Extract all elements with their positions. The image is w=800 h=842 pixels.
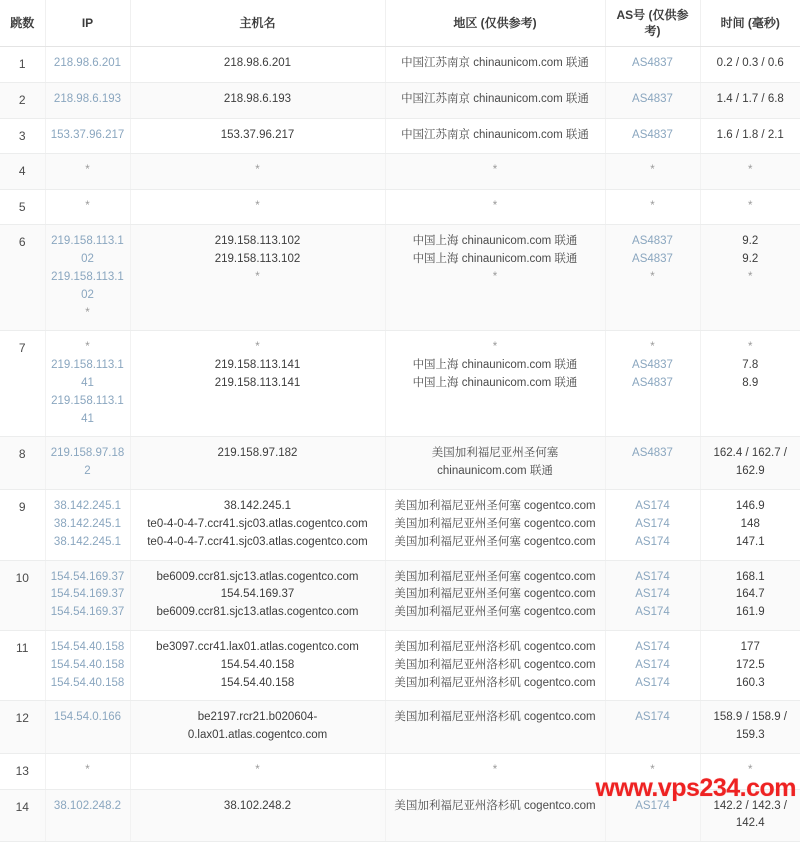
cell-as-line: *: [650, 199, 655, 212]
cell-time-line: 177: [740, 640, 760, 653]
cell-geo-line: 美国加利福尼亚州圣何塞 cogentco.com: [394, 500, 596, 513]
cell-time-line: 164.7: [735, 588, 765, 601]
cell-hop: [0, 789, 45, 842]
cell-time-line: 161.9: [735, 606, 765, 619]
table-row: [0, 701, 800, 754]
cell-time-line: 172.5: [735, 658, 765, 671]
cell-hostname: [130, 225, 385, 331]
cell-ip[interactable]: [45, 225, 130, 331]
cell-ip[interactable]: [45, 437, 130, 490]
cell-time-line: 158.9 / 158.9 / 159.3: [713, 711, 788, 742]
cell-hostname-line: 219.158.97.182: [217, 447, 298, 460]
cell-hop-line: 4: [18, 164, 26, 179]
cell-as-line: *: [650, 764, 655, 777]
cell-as[interactable]: [605, 82, 700, 118]
cell-time-line: 148: [740, 517, 760, 530]
cell-hop: [0, 225, 45, 331]
cell-time: [700, 630, 800, 700]
cell-hop: [0, 437, 45, 490]
cell-hop-line: 6: [18, 235, 26, 250]
cell-ip-line: 218.98.6.201: [53, 57, 122, 70]
cell-geo-line: 美国加利福尼亚州洛杉矶 cogentco.com: [394, 711, 596, 724]
cell-as[interactable]: [605, 490, 700, 560]
cell-hop: [0, 490, 45, 560]
cell-geo: [385, 437, 605, 490]
cell-hop: [0, 754, 45, 790]
table-row: [0, 560, 800, 630]
cell-time: [700, 225, 800, 331]
cell-as-line: AS174: [635, 588, 670, 601]
cell-as-line: AS4837: [632, 92, 673, 105]
cell-hostname-line: *: [255, 270, 260, 283]
cell-time-line: *: [748, 341, 753, 354]
cell-hostname-line: be6009.ccr81.sjc13.atlas.cogentco.com: [156, 606, 359, 619]
cell-hostname: [130, 490, 385, 560]
cell-ip-line: 154.54.169.37: [50, 588, 125, 601]
cell-time-line: 9.2: [742, 235, 759, 248]
cell-geo-line: 中国上海 chinaunicom.com 联通: [412, 377, 578, 390]
cell-hostname: [130, 630, 385, 700]
cell-ip-line: 154.54.40.158: [50, 658, 125, 671]
cell-as[interactable]: [605, 754, 700, 790]
cell-as-line: AS4837: [632, 447, 673, 460]
cell-time-line: 162.4 / 162.7 / 162.9: [713, 447, 788, 478]
cell-hop: [0, 560, 45, 630]
table-row: [0, 47, 800, 83]
cell-geo: [385, 490, 605, 560]
cell-as-line: AS4837: [632, 359, 673, 372]
cell-hostname-line: 219.158.113.141: [214, 359, 301, 372]
cell-hop-line: 3: [18, 128, 26, 143]
column-header-host: 主机名: [130, 0, 385, 47]
cell-geo-line: 中国江苏南京 chinaunicom.com 联通: [401, 57, 589, 70]
cell-ip-line: 219.158.113.141: [51, 394, 124, 425]
cell-geo-line: 美国加利福尼亚州洛杉矶 cogentco.com: [394, 658, 596, 671]
cell-hostname: [130, 789, 385, 842]
cell-ip-line: 154.54.40.158: [50, 640, 125, 653]
table-header: [0, 0, 800, 47]
cell-ip-line: 218.98.6.193: [53, 92, 122, 105]
cell-time-line: *: [748, 764, 753, 777]
cell-ip-line: 38.142.245.1: [53, 517, 122, 530]
cell-hostname-line: 38.142.245.1: [223, 500, 292, 513]
cell-ip-line: 219.158.113.141: [51, 359, 124, 390]
cell-geo: [385, 82, 605, 118]
cell-hostname: [130, 560, 385, 630]
cell-hostname-line: *: [255, 341, 260, 354]
cell-as-line: *: [650, 164, 655, 177]
cell-hop: [0, 331, 45, 437]
cell-time: [700, 701, 800, 754]
cell-time: [700, 47, 800, 83]
cell-as-line: AS174: [635, 517, 670, 530]
cell-ip[interactable]: [45, 701, 130, 754]
cell-ip-line: 153.37.96.217: [50, 128, 125, 141]
table-row: [0, 82, 800, 118]
cell-ip-line: 154.54.169.37: [50, 606, 125, 619]
cell-hostname-line: 219.158.113.102: [214, 235, 301, 248]
cell-ip-line: *: [85, 764, 90, 777]
cell-geo-line: 中国江苏南京 chinaunicom.com 联通: [401, 92, 589, 105]
cell-time: [700, 118, 800, 154]
cell-ip[interactable]: [45, 630, 130, 700]
cell-ip-line: 154.54.0.166: [53, 711, 122, 724]
cell-as[interactable]: [605, 47, 700, 83]
column-header-ip: IP: [45, 0, 130, 47]
cell-hop: [0, 118, 45, 154]
cell-as-line: AS174: [635, 640, 670, 653]
cell-hop-line: 8: [18, 447, 26, 462]
cell-hostname: [130, 331, 385, 437]
cell-time-line: 142.2 / 142.3 / 142.4: [713, 799, 788, 830]
cell-as[interactable]: [605, 437, 700, 490]
cell-geo-line: *: [492, 199, 498, 212]
cell-hop: [0, 47, 45, 83]
cell-hostname-line: 153.37.96.217: [220, 128, 295, 141]
cell-time: [700, 560, 800, 630]
cell-geo-line: 美国加利福尼亚州圣何塞 chinaunicom.com 联通: [431, 447, 559, 478]
cell-hop-line: 12: [15, 711, 29, 726]
cell-time-line: *: [748, 270, 753, 283]
cell-hostname-line: be6009.ccr81.sjc13.atlas.cogentco.com: [156, 570, 359, 583]
cell-hostname-line: be2197.rcr21.b020604-0.lax01.atlas.cogentco.com: [187, 711, 328, 742]
cell-geo-line: 中国上海 chinaunicom.com 联通: [412, 359, 578, 372]
table-row: [0, 331, 800, 437]
table-row: [0, 189, 800, 225]
cell-time: [700, 437, 800, 490]
cell-ip[interactable]: [45, 789, 130, 842]
cell-geo: [385, 118, 605, 154]
cell-as-line: *: [650, 341, 655, 354]
cell-ip[interactable]: [45, 82, 130, 118]
cell-geo: [385, 154, 605, 190]
column-header-time: 时间 (毫秒): [700, 0, 800, 47]
cell-ip-line: 154.54.169.37: [50, 570, 125, 583]
cell-as-line: AS174: [635, 500, 670, 513]
table-row: [0, 225, 800, 331]
column-header-as: AS号 (仅供参考): [605, 0, 700, 47]
cell-hostname-line: *: [255, 199, 260, 212]
cell-hop-line: 9: [18, 500, 26, 515]
cell-geo-line: *: [492, 270, 498, 283]
cell-hostname-line: be3097.ccr41.lax01.atlas.cogentco.com: [156, 640, 359, 653]
cell-ip[interactable]: [45, 490, 130, 560]
cell-ip[interactable]: [45, 189, 130, 225]
table-row: [0, 789, 800, 842]
table-row: [0, 118, 800, 154]
cell-ip[interactable]: [45, 154, 130, 190]
cell-as-line: AS4837: [632, 235, 673, 248]
cell-ip[interactable]: [45, 331, 130, 437]
cell-time-line: *: [748, 164, 753, 177]
cell-as[interactable]: [605, 331, 700, 437]
cell-hostname: [130, 189, 385, 225]
cell-ip-line: 38.102.248.2: [53, 799, 122, 812]
cell-hostname-line: 154.54.40.158: [220, 658, 295, 671]
cell-geo: [385, 789, 605, 842]
cell-hostname-line: 38.102.248.2: [223, 799, 292, 812]
cell-hostname-line: 218.98.6.201: [223, 57, 292, 70]
cell-geo: [385, 630, 605, 700]
table-row: [0, 754, 800, 790]
cell-as[interactable]: [605, 189, 700, 225]
cell-ip-line: 38.142.245.1: [53, 500, 122, 513]
cell-geo: [385, 47, 605, 83]
cell-hostname: [130, 437, 385, 490]
cell-hop-line: 14: [15, 799, 29, 814]
cell-ip-line: *: [85, 164, 90, 177]
cell-time: [700, 789, 800, 842]
cell-ip[interactable]: [45, 754, 130, 790]
cell-as-line: AS4837: [632, 377, 673, 390]
cell-ip-line: *: [85, 199, 90, 212]
cell-as[interactable]: [605, 225, 700, 331]
cell-geo-line: 美国加利福尼亚州圣何塞 cogentco.com: [394, 606, 596, 619]
cell-time-line: 0.2 / 0.3 / 0.6: [716, 57, 784, 70]
cell-ip-line: 219.158.113.102: [51, 270, 124, 301]
cell-hop: [0, 82, 45, 118]
cell-hostname-line: te0-4-0-4-7.ccr41.sjc03.atlas.cogentco.com: [147, 517, 368, 530]
cell-geo-line: *: [492, 764, 498, 777]
table-row: [0, 154, 800, 190]
cell-time: [700, 490, 800, 560]
cell-geo: [385, 189, 605, 225]
cell-hop-line: 2: [18, 92, 26, 107]
cell-hop-line: 5: [18, 199, 26, 214]
cell-hop: [0, 154, 45, 190]
column-header-geo: 地区 (仅供参考): [385, 0, 605, 47]
cell-as[interactable]: [605, 118, 700, 154]
table-body: [0, 47, 800, 842]
cell-geo: [385, 225, 605, 331]
cell-as[interactable]: [605, 560, 700, 630]
cell-as-line: AS174: [635, 658, 670, 671]
table-row: [0, 490, 800, 560]
cell-time: [700, 331, 800, 437]
cell-hostname: [130, 47, 385, 83]
cell-as-line: AS4837: [632, 128, 673, 141]
cell-hostname-line: *: [255, 764, 260, 777]
cell-geo: [385, 560, 605, 630]
cell-geo-line: 美国加利福尼亚州圣何塞 cogentco.com: [394, 535, 596, 548]
cell-hop-line: 13: [15, 764, 29, 779]
cell-hostname-line: *: [255, 164, 260, 177]
cell-ip[interactable]: [45, 560, 130, 630]
cell-time: [700, 154, 800, 190]
cell-geo-line: 美国加利福尼亚州圣何塞 cogentco.com: [394, 588, 596, 601]
cell-as-line: AS174: [635, 799, 670, 812]
cell-time: [700, 189, 800, 225]
cell-ip-line: 219.158.113.102: [51, 235, 124, 266]
cell-hostname-line: te0-4-0-4-7.ccr41.sjc03.atlas.cogentco.com: [147, 535, 368, 548]
cell-geo-line: 中国江苏南京 chinaunicom.com 联通: [401, 128, 589, 141]
cell-time-line: *: [748, 199, 753, 212]
cell-geo-line: 美国加利福尼亚州洛杉矶 cogentco.com: [394, 640, 596, 653]
cell-hostname-line: 218.98.6.193: [223, 92, 292, 105]
cell-time-line: 147.1: [735, 535, 765, 548]
cell-hop-line: 10: [15, 570, 29, 585]
cell-as-line: AS174: [635, 570, 670, 583]
cell-geo: [385, 701, 605, 754]
cell-hostname: [130, 118, 385, 154]
cell-time-line: 168.1: [735, 570, 765, 583]
cell-ip-line: 219.158.97.182: [50, 447, 125, 478]
cell-as[interactable]: [605, 701, 700, 754]
cell-hostname-line: 154.54.169.37: [220, 588, 295, 601]
cell-as-line: AS4837: [632, 253, 673, 266]
cell-geo-line: 中国上海 chinaunicom.com 联通: [412, 235, 578, 248]
site-watermark: www.vps234.com: [595, 774, 796, 802]
cell-time-line: 9.2: [742, 253, 759, 266]
cell-as-line: AS4837: [632, 57, 673, 70]
cell-as[interactable]: [605, 154, 700, 190]
cell-hop: [0, 701, 45, 754]
cell-geo-line: 美国加利福尼亚州圣何塞 cogentco.com: [394, 570, 596, 583]
cell-hop-line: 11: [16, 640, 29, 655]
cell-hostname: [130, 754, 385, 790]
cell-geo-line: 美国加利福尼亚州圣何塞 cogentco.com: [394, 517, 596, 530]
cell-ip[interactable]: [45, 47, 130, 83]
cell-hop-line: 7: [18, 341, 26, 356]
cell-as-line: AS174: [635, 535, 670, 548]
cell-time-line: 146.9: [735, 500, 765, 513]
cell-hostname-line: 219.158.113.141: [214, 377, 301, 390]
cell-time: [700, 82, 800, 118]
cell-geo: [385, 331, 605, 437]
cell-hostname: [130, 701, 385, 754]
cell-geo-line: *: [492, 341, 498, 354]
cell-ip-line: *: [85, 306, 90, 319]
cell-as[interactable]: [605, 630, 700, 700]
cell-time-line: 8.9: [742, 377, 759, 390]
cell-ip-line: 38.142.245.1: [53, 535, 122, 548]
table-row: [0, 630, 800, 700]
cell-hostname-line: 154.54.40.158: [220, 676, 295, 689]
cell-as-line: *: [650, 270, 655, 283]
cell-ip[interactable]: [45, 118, 130, 154]
cell-as-line: AS174: [635, 676, 670, 689]
cell-as[interactable]: [605, 789, 700, 842]
cell-time-line: 7.8: [742, 359, 759, 372]
cell-hop: [0, 630, 45, 700]
cell-time-line: 160.3: [735, 676, 765, 689]
cell-geo-line: 美国加利福尼亚州洛杉矶 cogentco.com: [394, 799, 596, 812]
cell-ip-line: *: [85, 341, 90, 354]
cell-hostname: [130, 154, 385, 190]
cell-hostname: [130, 82, 385, 118]
cell-geo-line: 中国上海 chinaunicom.com 联通: [412, 253, 578, 266]
cell-hostname-line: 219.158.113.102: [214, 253, 301, 266]
table-row: [0, 437, 800, 490]
cell-geo-line: 美国加利福尼亚州洛杉矶 cogentco.com: [394, 676, 596, 689]
cell-time-line: 1.4 / 1.7 / 6.8: [716, 92, 784, 105]
cell-hop: [0, 189, 45, 225]
cell-geo-line: *: [492, 164, 498, 177]
cell-as-line: AS174: [635, 711, 670, 724]
cell-time-line: 1.6 / 1.8 / 2.1: [716, 128, 784, 141]
cell-time: [700, 754, 800, 790]
table-header-row: [0, 0, 800, 47]
cell-hop-line: 1: [18, 57, 26, 72]
cell-ip-line: 154.54.40.158: [50, 676, 125, 689]
column-header-hop: 跳数: [0, 0, 45, 47]
cell-geo: [385, 754, 605, 790]
cell-as-line: AS174: [635, 606, 670, 619]
